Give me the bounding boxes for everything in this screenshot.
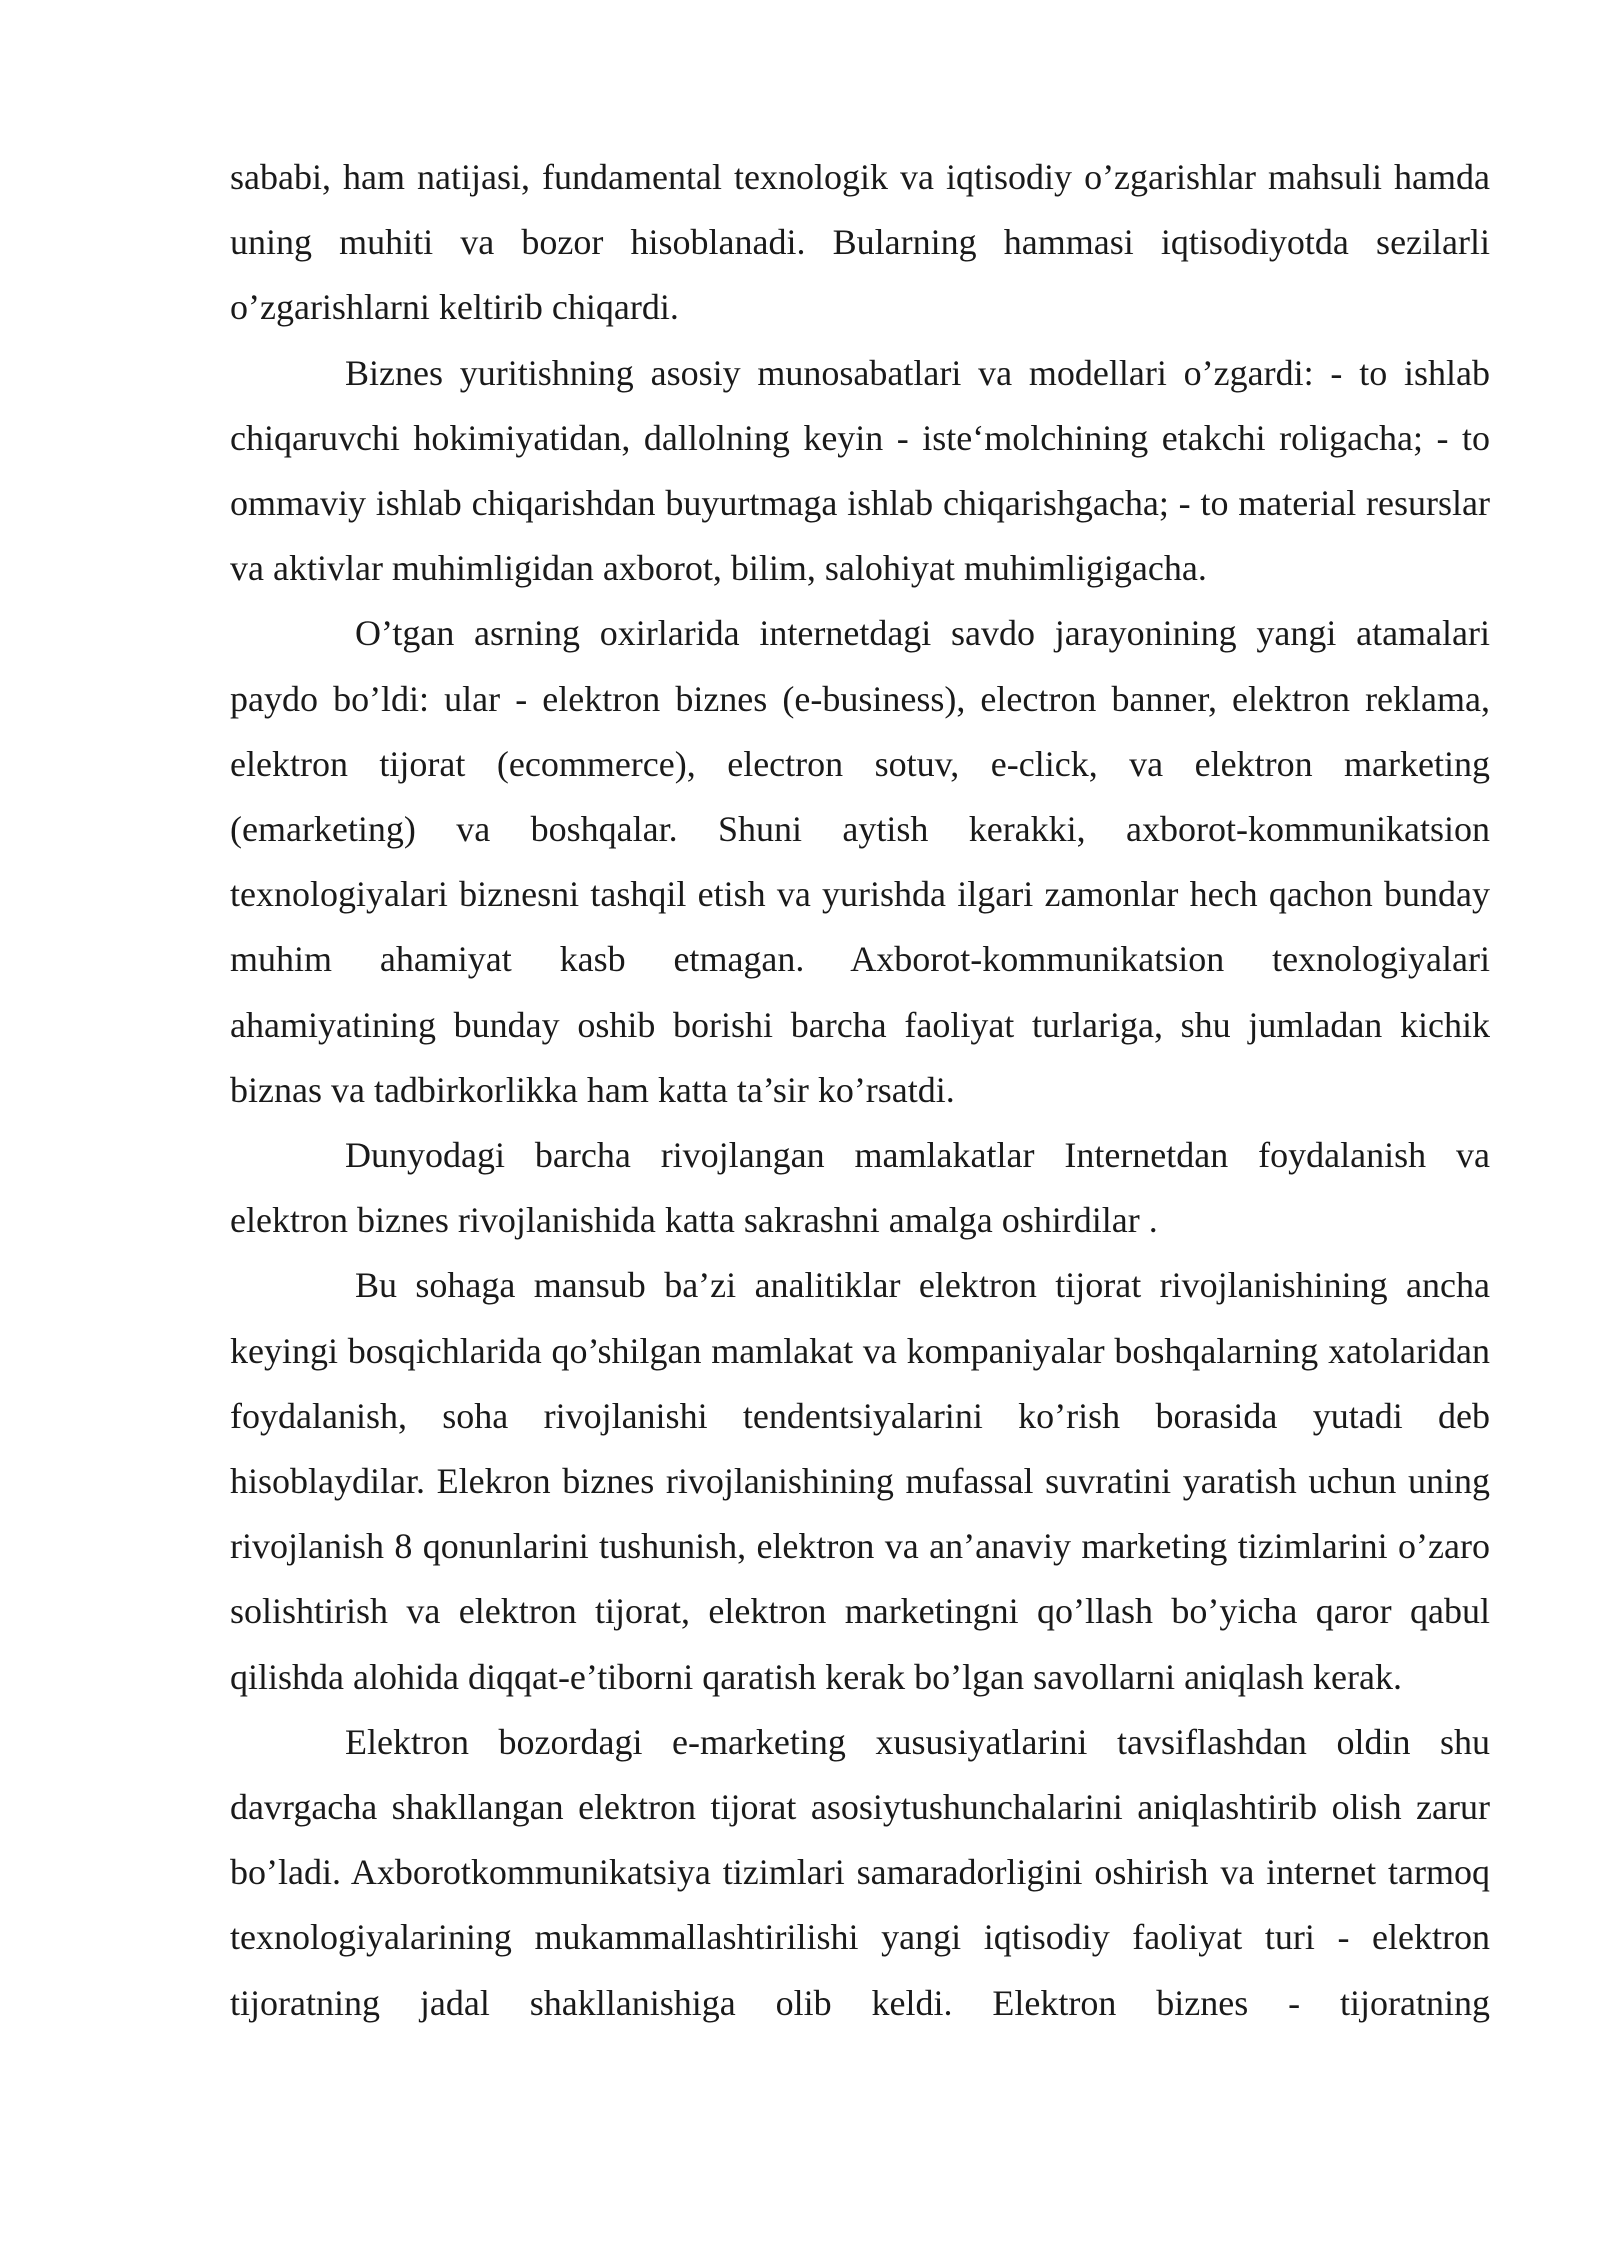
document-body (230, 145, 1490, 2036)
paragraph-1: sababi, ham natijasi, fundamental texnologik va iqtisodiy o’zgarishlar mahsuli hamda uning muhiti va bozor hisoblanadi. Bularning hammasi iqtisodiyotda sezilarli o’zgarishlarni keltirib chiqardi. (230, 157, 1490, 328)
paragraph-6: Elektron bozordagi e-marketing xususiyatlarini tavsiflashdan oldin shu davrgacha shakllangan elektron tijorat asosiytushunchalarini aniqlashtirib olish zarur bo’ladi. Axborotkommunikatsiya tizimlari samaradorligini oshirish va internet tarmoq texnologiyalarining mukammallashtirilishi yangi iqtisodiy faoliyat turi - elektron tijoratning jadal shakllanishiga olib keldi. Elektron biznes - tijoratning (230, 1721, 1490, 2023)
paragraph-3: O’tgan asrning oxirlarida internetdagi savdo jarayonining yangi atamalari paydo bo’ldi: ular - elektron biznes (e-business), electron banner, elektron reklama, elektron tijorat (ecommerce), electron sotuv, e-click, va elektron marketing (emarketing) va boshqalar. Shuni aytish kerakki, axborot-kommunikatsion texnologiyalari biznesni tashqil etish va yurishda ilgari zamonlar hech qachon bunday muhim ahamiyat kasb etmagan. Axborot-kommunikatsion texnologiyalari ahamiyatining bunday oshib borishi barcha faoliyat turlariga, shu jumladan kichik biznas va tadbirkorlikka ham katta ta’sir ko’rsatdi. (230, 613, 1490, 1110)
paragraph-5: Bu sohaga mansub ba’zi analitiklar elektron tijorat rivojlanishining ancha keyingi bosqichlarida qo’shilgan mamlakat va kompaniyalar boshqalarning xatolaridan foydalanish, soha rivojlanishi tendentsiyalarini ko’rish borasida yutadi deb hisoblaydilar. Elekron biznes rivojlanishining mufassal suvratini yaratish uchun uning rivojlanish 8 qonunlarini tushunish, elektron va an’anaviy marketing tizimlarini o’zaro solishtirish va elektron tijorat, elektron marketingni qo’llash bo’yicha qaror qabul qilishda alohida diqqat-e’tiborni qaratish kerak bo’lgan savollarni aniqlash kerak. (230, 1265, 1490, 1697)
paragraph-2: Biznes yuritishning asosiy munosabatlari va modellari o’zgardi: - to ishlab chiqaruvchi hokimiyatidan, dallolning keyin - iste‘molchining etakchi roligacha; - to ommaviy ishlab chiqarishdan buyurtmaga ishlab chiqarishgacha; - to material resurslar va aktivlar muhimligidan axborot, bilim, salohiyat muhimligigacha. (230, 352, 1490, 589)
paragraph-4: Dunyodagi barcha rivojlangan mamlakatlar Internetdan foydalanish va elektron biznes rivojlanishida katta sakrashni amalga oshirdilar . (230, 1135, 1490, 1241)
